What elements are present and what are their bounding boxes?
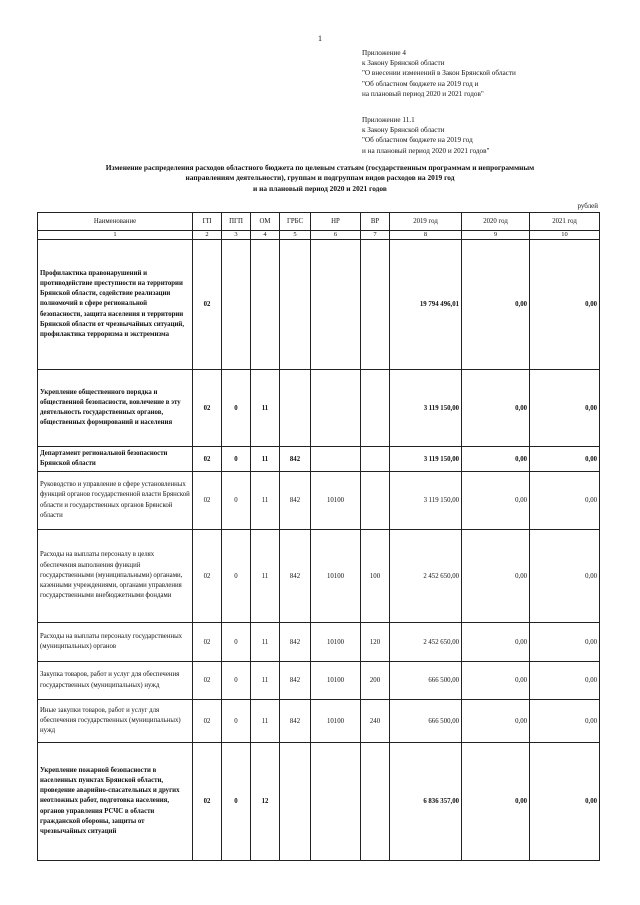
title-line: и на плановый период 2020 и 2021 годов — [253, 183, 387, 193]
cell-pgp: 0 — [222, 743, 251, 861]
cell-vr — [361, 447, 390, 472]
col-number: 7 — [361, 231, 390, 240]
cell-grbs — [280, 370, 311, 447]
cell-om: 11 — [251, 447, 280, 472]
col-number: 8 — [390, 231, 462, 240]
col-header-gp: ГП — [193, 213, 222, 231]
col-number: 4 — [251, 231, 280, 240]
appendix-11-line: к Закону Брянской области — [362, 126, 445, 135]
cell-grbs — [280, 240, 311, 370]
cell-pgp: 0 — [222, 447, 251, 472]
cell-om: 11 — [251, 472, 280, 530]
cell-vr — [361, 472, 390, 530]
cell-2019: 666 500,00 — [390, 662, 462, 700]
cell-gp: 02 — [193, 743, 222, 861]
cell-2019: 3 119 150,00 — [390, 447, 462, 472]
appendix-4-line: Приложение 4 — [362, 49, 406, 57]
cell-gp: 02 — [193, 700, 222, 743]
cell-vr — [361, 370, 390, 447]
row-name: Расходы на выплаты персоналу в целях обеспечения выполнения функций государственными (муниципальными) органами, казенными учреждениями, органами управления государственными внебюджетными фондами — [38, 530, 193, 623]
cell-vr — [361, 743, 390, 861]
col-number: 9 — [462, 231, 530, 240]
table-row — [38, 662, 600, 700]
document-title — [40, 163, 600, 194]
cell-pgp — [222, 240, 251, 370]
table-row — [38, 623, 600, 662]
cell-2021: 0,00 — [530, 530, 600, 623]
cell-om: 12 — [251, 743, 280, 861]
appendix-4-line: на плановый период 2020 и 2021 годов" — [362, 89, 484, 98]
row-name: Закупка товаров, работ и услуг для обеспечения государственных (муниципальных) нужд — [38, 662, 193, 700]
appendix-11-line: "Об областном бюджете на 2019 год — [362, 136, 473, 145]
cell-pgp: 0 — [222, 472, 251, 530]
col-number: 3 — [222, 231, 251, 240]
appendix-11-header — [362, 115, 489, 156]
cell-grbs: 842 — [280, 662, 311, 700]
col-header-grbs: ГРБС — [280, 213, 311, 231]
cell-nr: 10100 — [311, 700, 361, 743]
budget-table — [37, 212, 600, 861]
cell-nr: 10100 — [311, 530, 361, 623]
cell-gp: 02 — [193, 530, 222, 623]
row-name: Иные закупки товаров, работ и услуг для обеспечения государственных (муниципальных) нужд — [38, 700, 193, 743]
row-name: Укрепление общественного порядка и общественной безопасности, вовлечение в эту деятельность государственных органов, общественных формирований и населения — [38, 370, 193, 447]
table-row — [38, 743, 600, 861]
row-name: Расходы на выплаты персоналу государственных (муниципальных) органов — [38, 623, 193, 662]
cell-gp: 02 — [193, 472, 222, 530]
header-row — [38, 213, 600, 231]
cell-2020: 0,00 — [462, 743, 530, 861]
appendix-4-line: "О внесении изменений в Закон Брянской области — [362, 69, 516, 78]
table-row — [38, 240, 600, 370]
col-header-pgp: ПГП — [222, 213, 251, 231]
cell-2021: 0,00 — [530, 240, 600, 370]
col-header-2019: 2019 год — [390, 213, 462, 231]
col-header-om: ОМ — [251, 213, 280, 231]
cell-grbs: 842 — [280, 472, 311, 530]
row-name: Департамент региональной безопасности Брянской области — [38, 447, 193, 472]
cell-gp: 02 — [193, 623, 222, 662]
cell-grbs: 842 — [280, 700, 311, 743]
page-number: 1 — [318, 34, 322, 43]
cell-nr: 10100 — [311, 472, 361, 530]
cell-gp: 02 — [193, 370, 222, 447]
cell-2020: 0,00 — [462, 447, 530, 472]
cell-pgp: 0 — [222, 530, 251, 623]
row-name: Руководство и управление в сфере установленных функций органов государственной власти Брянской области и государственных органов Брянской области — [38, 472, 193, 530]
cell-2020: 0,00 — [462, 662, 530, 700]
cell-2021: 0,00 — [530, 447, 600, 472]
cell-pgp: 0 — [222, 623, 251, 662]
cell-2021: 0,00 — [530, 662, 600, 700]
cell-2021: 0,00 — [530, 472, 600, 530]
cell-nr — [311, 447, 361, 472]
table-row — [38, 370, 600, 447]
cell-gp: 02 — [193, 662, 222, 700]
cell-2021: 0,00 — [530, 623, 600, 662]
cell-om: 11 — [251, 530, 280, 623]
cell-nr — [311, 370, 361, 447]
appendix-4-header — [362, 48, 516, 99]
col-number: 5 — [280, 231, 311, 240]
title-line: Изменение распределения расходов областного бюджета по целевым статьям (государственным программам и непрограммным — [105, 163, 535, 172]
cell-2019: 3 119 150,00 — [390, 472, 462, 530]
cell-vr: 240 — [361, 700, 390, 743]
cell-2020: 0,00 — [462, 530, 530, 623]
cell-pgp: 0 — [222, 700, 251, 743]
table-row — [38, 447, 600, 472]
col-header-vr: ВР — [361, 213, 390, 231]
cell-om — [251, 240, 280, 370]
col-header-2020: 2020 год — [462, 213, 530, 231]
cell-2021: 0,00 — [530, 743, 600, 861]
cell-pgp: 0 — [222, 370, 251, 447]
cell-2020: 0,00 — [462, 370, 530, 447]
col-header-2021: 2021 год — [530, 213, 600, 231]
col-header-nr: НР — [311, 213, 361, 231]
cell-vr: 120 — [361, 623, 390, 662]
cell-gp: 02 — [193, 447, 222, 472]
col-header-name: Наименование — [38, 213, 193, 231]
cell-2019: 666 500,00 — [390, 700, 462, 743]
appendix-11-line: Приложение 11.1 — [362, 116, 415, 124]
cell-grbs: 842 — [280, 447, 311, 472]
cell-vr: 100 — [361, 530, 390, 623]
title-line: направлениям деятельности), группам и подгруппам видов расходов на 2019 год — [185, 173, 455, 183]
cell-2019: 2 452 650,00 — [390, 530, 462, 623]
cell-2019: 19 794 496,01 — [390, 240, 462, 370]
cell-grbs — [280, 743, 311, 861]
cell-grbs: 842 — [280, 530, 311, 623]
row-name: Укрепление пожарной безопасности в населенных пунктах Брянской области, проведение аварийно-спасательных и других неотложных работ, подготовка населения, органов управления РСЧС в области гражданской обороны, защиты от чрезвычайных ситуаций — [38, 743, 193, 861]
cell-2019: 6 836 357,00 — [390, 743, 462, 861]
cell-2019: 2 452 650,00 — [390, 623, 462, 662]
cell-grbs: 842 — [280, 623, 311, 662]
col-number: 6 — [311, 231, 361, 240]
cell-vr: 200 — [361, 662, 390, 700]
cell-om: 11 — [251, 662, 280, 700]
row-name: Профилактика правонарушений и противодействие преступности на территории Брянской области, содействие реализации полномочий в сфере региональной безопасности, защита населения и территории Брянской области от чрезвычайных ситуаций, профилактика терроризма и экстремизма — [38, 240, 193, 370]
cell-gp: 02 — [193, 240, 222, 370]
cell-nr: 10100 — [311, 662, 361, 700]
column-number-row — [38, 231, 600, 240]
cell-2020: 0,00 — [462, 623, 530, 662]
cell-2020: 0,00 — [462, 700, 530, 743]
cell-2020: 0,00 — [462, 240, 530, 370]
cell-2021: 0,00 — [530, 370, 600, 447]
cell-2020: 0,00 — [462, 472, 530, 530]
appendix-11-line: и на плановый период 2020 и 2021 годов" — [362, 146, 490, 155]
table-row — [38, 530, 600, 623]
cell-om: 11 — [251, 370, 280, 447]
table-row — [38, 700, 600, 743]
cell-nr — [311, 743, 361, 861]
col-number: 1 — [38, 231, 193, 240]
cell-nr: 10100 — [311, 623, 361, 662]
col-number: 10 — [530, 231, 600, 240]
appendix-4-line: к Закону Брянской области — [362, 59, 445, 68]
cell-nr — [311, 240, 361, 370]
cell-vr — [361, 240, 390, 370]
cell-2019: 3 119 150,00 — [390, 370, 462, 447]
cell-om: 11 — [251, 700, 280, 743]
cell-pgp: 0 — [222, 662, 251, 700]
cell-2021: 0,00 — [530, 700, 600, 743]
cell-om: 11 — [251, 623, 280, 662]
appendix-4-line: "Об областном бюджете на 2019 год и — [362, 79, 479, 88]
table-row — [38, 472, 600, 530]
col-number: 2 — [193, 231, 222, 240]
currency-unit: рублей — [577, 202, 598, 210]
